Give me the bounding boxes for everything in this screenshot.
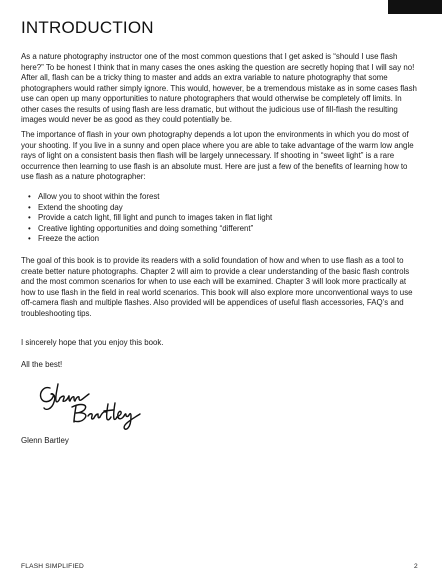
signer-name: Glenn Bartley	[21, 436, 69, 445]
list-item: • Extend the shooting day	[28, 203, 418, 214]
list-item: • Provide a catch light, fill light and punch to images taken in flat light	[28, 213, 418, 224]
page-title: INTRODUCTION	[21, 18, 154, 37]
header-band	[0, 0, 442, 14]
header-tab	[388, 0, 442, 14]
intro-paragraph-2: The importance of flash in your own photography depends a lot upon the environments in which you do most of your shooting. If you live in a sunny and open place where you are able to take advantage of the warm low angle rays of light on a consistent basis then flash will be largely unnecessary. If shooting in “sweet light” is a rare occurrence then learning to use flash is an absolute must. Here are just a few of the benefits of learning how to use flash as a nature photographer:	[21, 130, 414, 181]
list-item: • Freeze the action	[28, 234, 418, 245]
closing-line: All the best!	[21, 360, 63, 369]
intro-paragraph-4: I sincerely hope that you enjoy this book.	[21, 338, 164, 347]
list-item: • Allow you to shoot within the forest	[28, 192, 418, 203]
intro-paragraph-1: As a nature photography instructor one of the most common questions that I get asked is “should I use flash here?” To be honest I think that in many cases the ones asking the question are secretly hoping that I will say no! After all, flash can be a tricky thing to master and adds an extra variable to nature photography that some photographers would rather simply ignore. This would, however, be a tremendous mistake as in some cases flash use can open up many opportunities to nature photographers that would otherwise be completely off limits. In other cases the results of using flash are less dramatic, but without the judicious use of fill-flash the resulting images would never be as good as they could potentially be.	[21, 52, 417, 124]
footer-book-title: FLASH SIMPLIFIED	[21, 563, 84, 570]
page-number: 2	[414, 563, 418, 570]
benefits-list	[28, 192, 418, 245]
handwritten-signature	[36, 376, 148, 432]
list-item: • Creative lighting opportunities and doing something “different”	[28, 224, 418, 235]
intro-paragraph-3: The goal of this book is to provide its readers with a solid foundation of how and when to use flash as a tool to create better nature photographs. Chapter 2 will aim to provide a clear understanding of the basic flash controls and the most common scenarios for when to use each will be examined. Chapter 3 will look more practically at how to use flash in the field in real world scenarios. This book will also explore more unconventional ways to use off-camera flash and multiple flashes. Also provided will be appendices of useful flash accessories, FAQ’s and troubleshooting tips.	[21, 256, 413, 318]
